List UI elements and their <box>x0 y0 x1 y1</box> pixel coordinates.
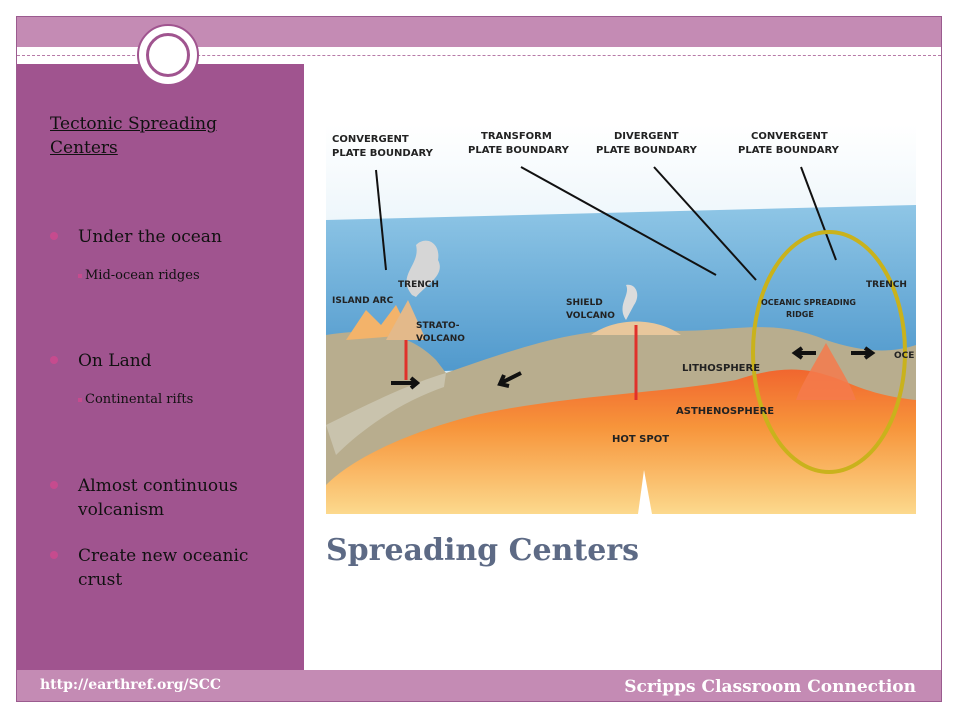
label-convergent-left: CONVERGENT <box>332 134 409 145</box>
label-oce: OCE <box>894 351 915 361</box>
label-hot-spot: HOT SPOT <box>612 434 670 445</box>
label-strato: STRATO- <box>416 321 460 331</box>
sidebar-heading: Tectonic Spreading Centers <box>50 114 217 158</box>
label-convergent-right: CONVERGENT <box>751 131 828 142</box>
label-lithosphere: LITHOSPHERE <box>682 363 761 374</box>
bullet-icon <box>50 356 58 364</box>
label-trench-left: TRENCH <box>398 280 439 290</box>
label-divergent: DIVERGENT <box>614 131 679 142</box>
bullet-icon <box>50 481 58 489</box>
bullet-text: On Land <box>78 351 152 371</box>
label-convergent-right-2: PLATE BOUNDARY <box>738 145 839 156</box>
square-bullet-icon <box>78 398 82 402</box>
slide-title: Spreading Centers <box>326 533 639 568</box>
square-bullet-icon <box>78 274 82 278</box>
label-transform-2: PLATE BOUNDARY <box>468 145 569 156</box>
plate-tectonics-diagram <box>326 125 916 514</box>
label-divergent-2: PLATE BOUNDARY <box>596 145 697 156</box>
label-volcano: VOLCANO <box>566 311 615 321</box>
bullet-item <box>50 544 280 592</box>
footer-brand: Scripps Classroom Connection <box>624 677 916 697</box>
label-island-arc: ISLAND ARC <box>332 296 394 306</box>
label-shield: SHIELD <box>566 298 603 308</box>
label-asthenosphere: ASTHENOSPHERE <box>676 406 775 417</box>
bullet-text: Under the ocean <box>78 227 222 247</box>
sub-bullet-text: Mid-ocean ridges <box>85 268 200 283</box>
sub-bullet-text: Continental rifts <box>85 392 194 407</box>
label-spreading-ridge: OCEANIC SPREADING <box>761 298 856 307</box>
bullet-item <box>50 474 280 522</box>
label-ridge: RIDGE <box>786 310 814 319</box>
bullet-text: Almost continuous volcanism <box>78 476 238 520</box>
bullet-item <box>50 225 280 249</box>
bullet-text: Create new oceanic crust <box>78 546 249 590</box>
circle-ornament-inner-icon <box>146 33 190 77</box>
label-transform: TRANSFORM <box>481 131 552 142</box>
bullet-icon <box>50 232 58 240</box>
footer-url-link[interactable]: http://earthref.org/SCC <box>40 677 221 693</box>
label-trench-right: TRENCH <box>866 280 907 290</box>
sub-bullet-item <box>78 268 200 283</box>
bullet-icon <box>50 551 58 559</box>
label-strato-volcano: VOLCANO <box>416 334 465 344</box>
label-convergent-left-2: PLATE BOUNDARY <box>332 148 433 159</box>
bullet-item <box>50 349 280 373</box>
sub-bullet-item <box>78 392 193 407</box>
